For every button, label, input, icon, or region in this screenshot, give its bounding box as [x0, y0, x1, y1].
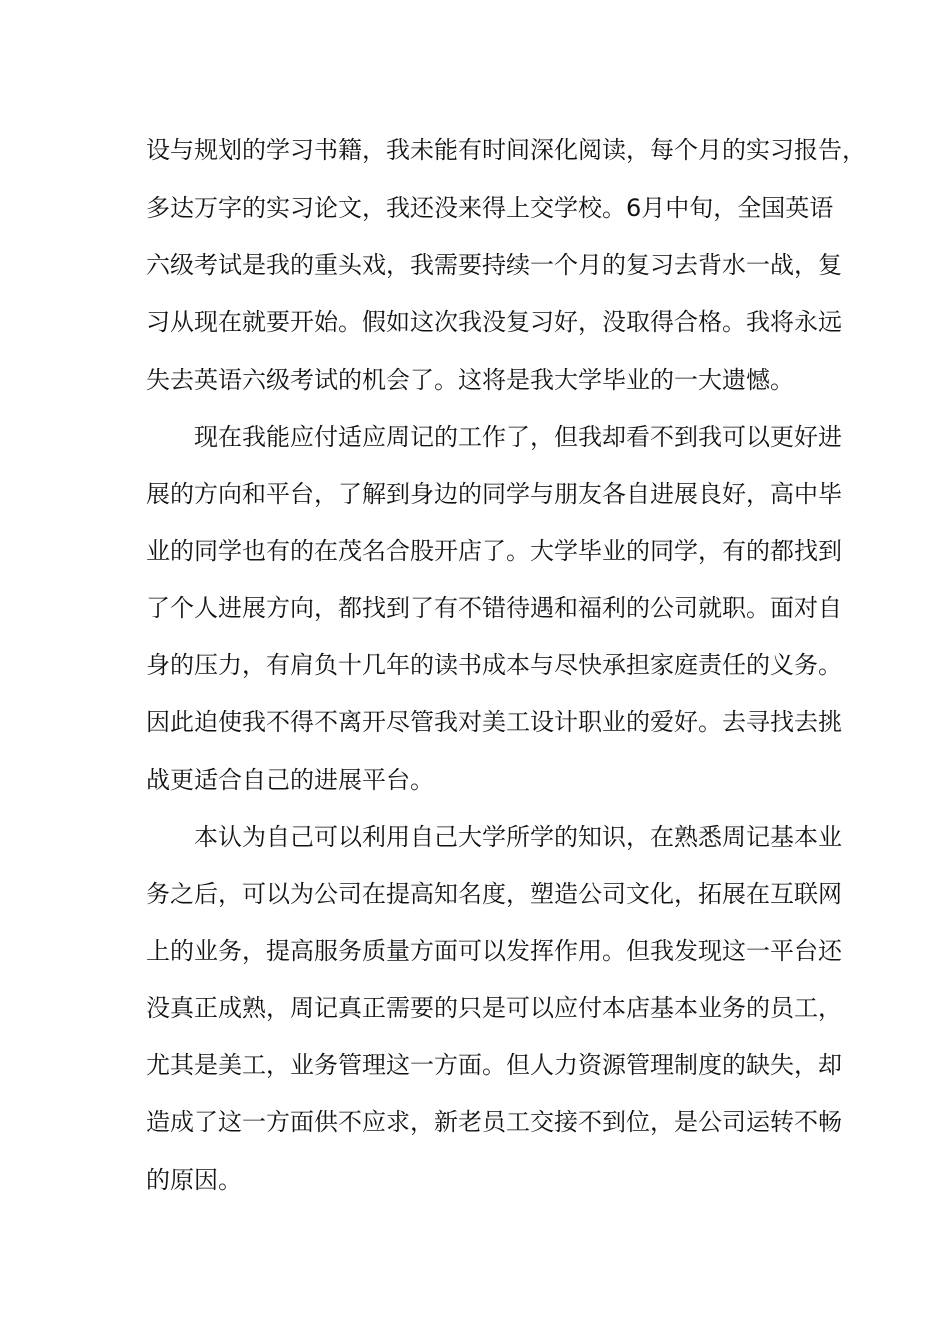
text-line: 了个人进展方向，都找到了有不错待遇和福利的公司就职。面对自 — [146, 594, 842, 622]
text-line: 设与规划的学习书籍，我未能有时间深化阅读，每个月的实习报告， — [146, 136, 866, 164]
text-line: 现在我能应付适应周记的工作了，但我却看不到我可以更好进 — [194, 423, 842, 451]
text-line: 上的业务，提高服务质量方面可以发挥作用。但我发现这一平台还 — [146, 937, 842, 965]
text-line: 的原因。 — [146, 1166, 242, 1194]
text-line: 本认为自己可以利用自己大学所学的知识，在熟悉周记基本业 — [194, 823, 842, 851]
text-line: 习从现在就要开始。假如这次我没复习好，没取得合格。我将永远 — [146, 308, 842, 336]
text-line: 失去英语六级考试的机会了。这将是我大学毕业的一大遗憾。 — [146, 366, 794, 394]
text-line: 造成了这一方面供不应求，新老员工交接不到位，是公司运转不畅 — [146, 1108, 842, 1136]
text-line: 多达万字的实习论文，我还没来得上交学校。6月中旬，全国英语 — [146, 194, 834, 222]
text-line: 因此迫使我不得不离开尽管我对美工设计职业的爱好。去寻找去挑 — [146, 708, 842, 736]
text-line: 务之后，可以为公司在提高知名度，塑造公司文化，拓展在互联网 — [146, 880, 842, 908]
text-line: 没真正成熟，周记真正需要的只是可以应付本店基本业务的员工， — [146, 994, 842, 1022]
text-line: 身的压力，有肩负十几年的读书成本与尽快承担家庭责任的义务。 — [146, 651, 842, 679]
text-line: 业的同学也有的在茂名合股开店了。大学毕业的同学，有的都找到 — [146, 537, 842, 565]
text-line: 战更适合自己的进展平台。 — [146, 766, 434, 794]
text-line: 尤其是美工，业务管理这一方面。但人力资源管理制度的缺失，却 — [146, 1051, 842, 1079]
text-line: 展的方向和平台，了解到身边的同学与朋友各自进展良好，高中毕 — [146, 480, 842, 508]
text-line: 六级考试是我的重头戏，我需要持续一个月的复习去背水一战，复 — [146, 251, 842, 279]
